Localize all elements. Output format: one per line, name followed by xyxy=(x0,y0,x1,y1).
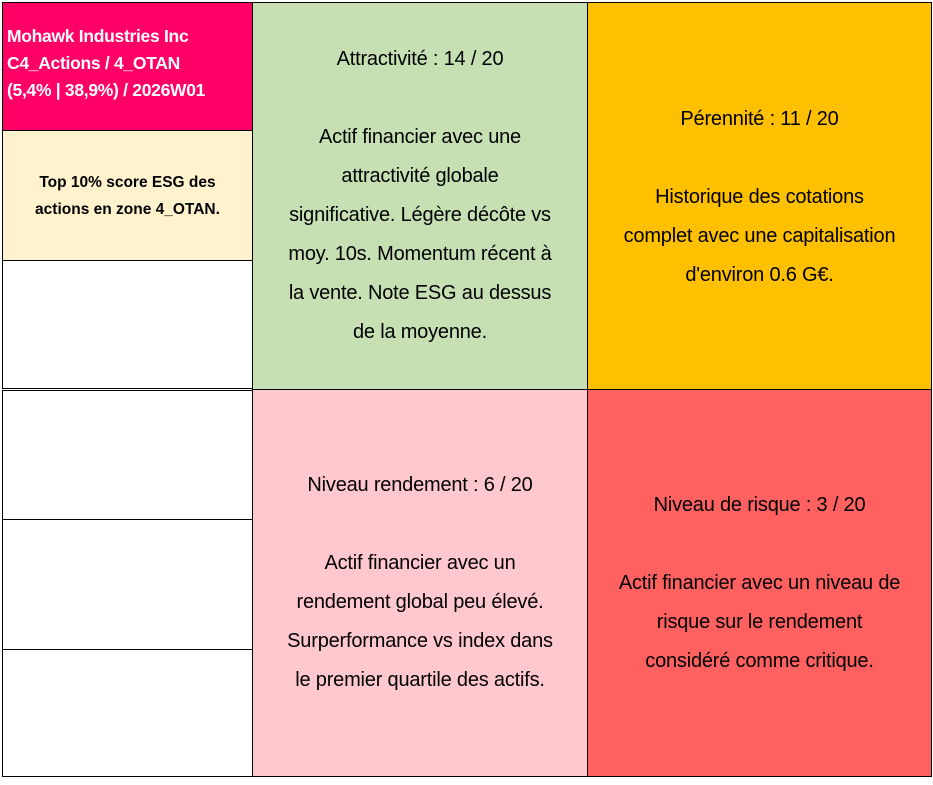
asset-name: Mohawk Industries Inc xyxy=(7,26,189,46)
perennite-cell xyxy=(587,2,932,390)
description-line: de la moyenne. xyxy=(353,321,487,343)
esg-note-line: Top 10% score ESG des xyxy=(39,173,216,191)
empty-cell xyxy=(2,519,253,650)
description-line: Historique des cotations xyxy=(655,186,864,208)
description-line: attractivité globale xyxy=(341,165,499,187)
rendement-cell xyxy=(252,389,588,777)
description-line: la vente. Note ESG au dessus xyxy=(288,282,552,304)
description-line: Surperformance vs index dans xyxy=(287,630,553,652)
description-line: considéré comme critique. xyxy=(645,649,874,672)
description-line: moy. 10s. Momentum récent à xyxy=(288,243,552,265)
perennite-score-title: Pérennité : 11 / 20 xyxy=(680,108,839,130)
rendement-description xyxy=(287,544,553,700)
risque-score-title: Niveau de risque : 3 / 20 xyxy=(653,493,866,516)
asset-stats-period: (5,4% | 38,9%) / 2026W01 xyxy=(7,80,206,100)
esg-note-cell xyxy=(2,130,253,261)
description-line: le premier quartile des actifs. xyxy=(295,669,545,691)
description-line: Actif financier avec un niveau de xyxy=(618,571,901,594)
description-line: d'environ 0.6 G€. xyxy=(685,264,834,286)
asset-category: C4_Actions / 4_OTAN xyxy=(7,53,180,73)
description-line: rendement global peu élevé. xyxy=(296,591,544,613)
attractivite-score-title: Attractivité : 14 / 20 xyxy=(336,48,504,70)
description-line: significative. Légère décôte vs xyxy=(289,204,551,226)
description-line: risque sur le rendement xyxy=(656,610,863,633)
description-line: Actif financier avec une xyxy=(319,126,521,148)
asset-identity-cell xyxy=(2,2,253,131)
empty-cell xyxy=(2,649,253,777)
esg-note-text xyxy=(35,169,220,223)
description-line: Actif financier avec un xyxy=(324,552,516,574)
attractivite-cell xyxy=(252,2,588,390)
description-line: complet avec une capitalisation xyxy=(623,225,896,247)
risque-cell xyxy=(587,389,932,777)
rendement-score-title: Niveau rendement : 6 / 20 xyxy=(307,474,533,496)
empty-cell xyxy=(2,390,253,520)
perennite-description xyxy=(624,178,896,295)
empty-cell xyxy=(2,260,253,389)
risque-description xyxy=(619,564,900,681)
attractivite-description xyxy=(288,118,551,352)
esg-note-line: actions en zone 4_OTAN. xyxy=(35,200,220,218)
